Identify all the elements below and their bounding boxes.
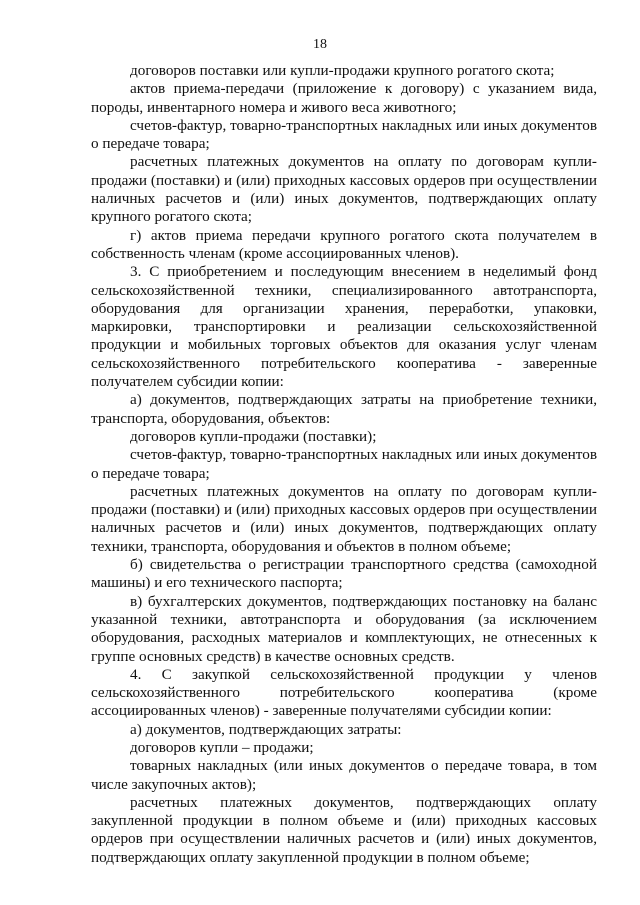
paragraph: 3. С приобретением и последующим внесением в неделимый фонд сельскохозяйственной техники, специализированного автотранспорта, оборудования для организации хранения, переработки, упаковки, маркировки, транспортировки и реализации сельскохозяйственной продукции и мобильных торговых объектов для оказания услуг членам сельскохозяйственного потребительского кооператива - заверенные получателем субсидии копии: xyxy=(91,263,597,391)
paragraph: а) документов, подтверждающих затраты на приобретение техники, транспорта, оборудования, объектов: xyxy=(91,391,597,427)
paragraph: расчетных платежных документов, подтверждающих оплату закупленной продукции в полном объеме и (или) приходных кассовых ордеров при осуществлении наличных расчетов и (или) иных документов, подтверждающих оплату закупленной продукции в полном объеме; xyxy=(91,793,597,866)
paragraph: договоров поставки или купли-продажи крупного рогатого скота; xyxy=(130,62,555,79)
paragraph: расчетных платежных документов на оплату по договорам купли-продажи (поставки) и (или) приходных кассовых ордеров при осуществлении наличных расчетов и (или) иных документов, подтверждающих оплату техники, транспорта, оборудования и объектов в полном объеме; xyxy=(91,482,597,555)
paragraph: г) актов приема передачи крупного рогатого скота получателем в собственность членам (кроме ассоциированных членов). xyxy=(91,226,597,262)
paragraph: актов приема-передачи (приложение к договору) с указанием вида, породы, инвентарного номера и живого веса животного; xyxy=(91,80,597,116)
paragraph: счетов-фактур, товарно-транспортных накладных или иных документов о передаче товара; xyxy=(91,116,597,153)
paragraph: б) свидетельства о регистрации транспортного средства (самоходной машины) и его технического паспорта; xyxy=(91,556,597,592)
paragraph: товарных накладных (или иных документов о передаче товара, в том числе закупочных актов); xyxy=(91,757,597,793)
paragraph: 4. С закупкой сельскохозяйственной продукции у членов сельскохозяйственного потребительского кооператива (кроме ассоциированных членов) - заверенные получателями субсидии копии: xyxy=(91,665,597,720)
paragraph: в) бухгалтерских документов, подтверждающих постановку на баланс указанной техники, автотранспорта и оборудования (за исключением оборудования, расходных материалов и комплектующих, не отнесенных к группе основных средств) в качестве основных средств. xyxy=(91,592,597,665)
paragraph: договоров купли – продажи; xyxy=(130,738,314,756)
page-number: 18 xyxy=(313,37,327,52)
paragraph: а) документов, подтверждающих затраты: xyxy=(130,720,402,738)
body-text xyxy=(91,62,597,867)
paragraph: расчетных платежных документов на оплату по договорам купли-продажи (поставки) и (или) приходных кассовых ордеров при осуществлении наличных расчетов и (или) иных документов, подтверждающих оплату крупного рогатого скота; xyxy=(91,153,597,226)
paragraph: договоров купли-продажи (поставки); xyxy=(130,427,377,445)
paragraph: счетов-фактур, товарно-транспортных накладных или иных документов о передаче товара; xyxy=(91,446,597,482)
